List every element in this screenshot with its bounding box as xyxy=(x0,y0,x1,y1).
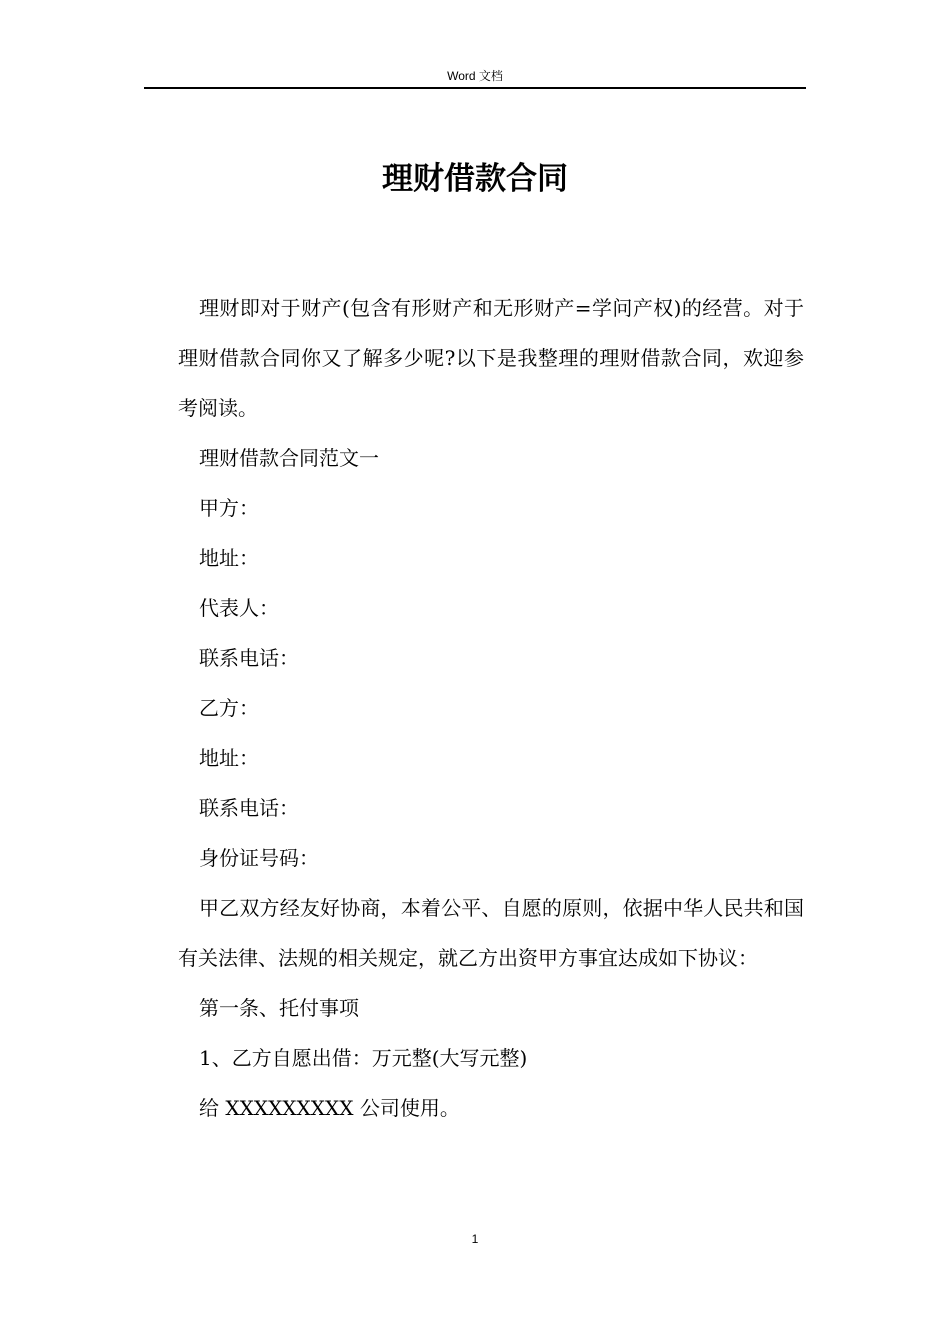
paragraph-party-a: 甲方： xyxy=(199,496,259,520)
paragraph-article-1-heading: 第一条、托付事项 xyxy=(199,996,359,1020)
document-body xyxy=(178,283,804,1133)
page-number: 1 xyxy=(471,1232,479,1246)
paragraph-party-b-id-number: 身份证号码： xyxy=(199,846,319,870)
paragraph-party-b-address: 地址： xyxy=(199,746,259,770)
paragraph-intro: 理财即对于财产(包含有形财产和无形财产=学问产权)的经营。对于理财借款合同你又了解多少呢?以下是我整理的理财借款合同，欢迎参考阅读。 xyxy=(178,296,804,420)
header-label: Word 文档 xyxy=(447,69,503,83)
paragraph-party-a-address: 地址： xyxy=(199,546,259,570)
document-title: 理财借款合同 xyxy=(382,161,568,197)
paragraph-party-a-representative: 代表人： xyxy=(199,596,279,620)
paragraph-party-a-phone: 联系电话： xyxy=(199,646,299,670)
paragraph-article-1-item-1: 1、乙方自愿出借：万元整(大写元整) xyxy=(199,1046,528,1070)
paragraph-party-b: 乙方： xyxy=(199,696,259,720)
paragraph-agreement-preamble: 甲乙双方经友好协商，本着公平、自愿的原则，依据中华人民共和国有关法律、法规的相关规定，就乙方出资甲方事宜达成如下协议： xyxy=(178,896,804,970)
paragraph-section-heading: 理财借款合同范文一 xyxy=(199,446,379,470)
header-divider xyxy=(144,87,806,89)
paragraph-party-b-phone: 联系电话： xyxy=(199,796,299,820)
paragraph-article-1-recipient: 给 XXXXXXXXX 公司使用。 xyxy=(199,1096,460,1120)
